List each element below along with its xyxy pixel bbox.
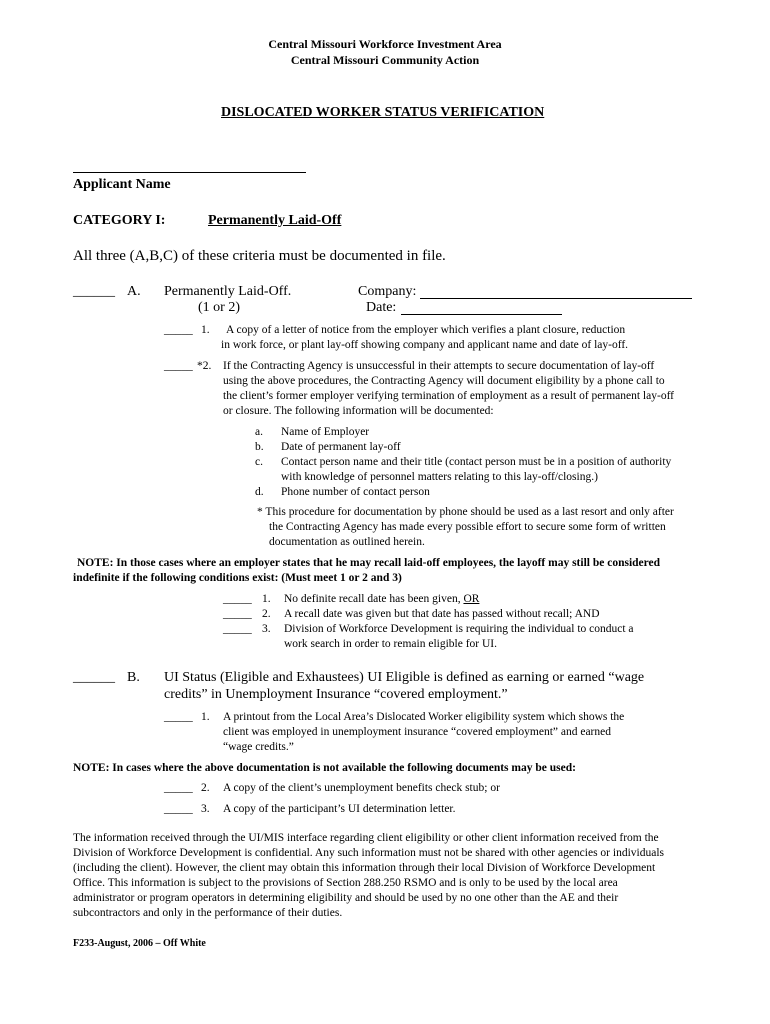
note1-item2-text: A recall date was given but that date has passed without recall; AND <box>284 608 600 620</box>
b1-number: 1. <box>201 711 210 723</box>
section-a-checkbox[interactable]: ______ <box>73 284 115 299</box>
note1-item3-text-line1: Division of Workforce Development is requiring the individual to conduct a <box>284 623 634 635</box>
a2-text-line3: the client’s former employer verifying termination of employment as a result of permanent lay-off <box>223 390 675 402</box>
confidentiality-line6: subcontractors and only in the performance of their duties. <box>73 907 343 919</box>
sublist-letter-b: b. <box>255 441 264 453</box>
a1-checkbox[interactable]: _____ <box>164 324 193 336</box>
category-label: CATEGORY I: <box>73 213 166 228</box>
note1-item1-checkbox[interactable]: _____ <box>223 593 252 605</box>
b1-text-line1: A printout from the Local Area’s Dislocated Worker eligibility system which shows the <box>223 711 625 723</box>
a2-text-line2: using the above procedures, the Contracting Agency will document eligibility by a phone call to <box>223 375 665 387</box>
sublist-item-b: Date of permanent lay-off <box>281 441 401 453</box>
note2-item3-number: 3. <box>201 803 210 815</box>
note2-item2-text: A copy of the client’s unemployment benefits check stub; or <box>223 782 500 794</box>
note1-item3-text-line2: work search in order to remain eligible for UI. <box>284 638 497 650</box>
note1-line2: indefinite if the following conditions exist: (Must meet 1 or 2 and 3) <box>73 572 402 584</box>
b1-text-line3: “wage credits.” <box>223 741 294 753</box>
section-b-letter: B. <box>127 670 140 685</box>
section-a-letter: A. <box>127 284 141 299</box>
form-title: DISLOCATED WORKER STATUS VERIFICATION <box>221 105 545 120</box>
note1-item2-checkbox[interactable]: _____ <box>223 608 252 620</box>
sublist-item-c-line1: Contact person name and their title (contact person must be in a position of authority <box>281 456 672 468</box>
org-name-line1: Central Missouri Workforce Investment Area <box>268 37 502 51</box>
sublist-letter-c: c. <box>255 456 263 468</box>
a1-text-line1: A copy of a letter of notice from the employer which verifies a plant closure, reduction <box>226 324 626 336</box>
footnote-line3: documentation as outlined herein. <box>269 536 425 548</box>
note2-item3-checkbox[interactable]: _____ <box>164 803 193 815</box>
section-b-checkbox[interactable]: ______ <box>73 670 115 685</box>
a2-number: *2. <box>197 360 212 372</box>
sublist-letter-a: a. <box>255 426 263 438</box>
a2-checkbox[interactable]: _____ <box>164 360 193 372</box>
note2-item2-checkbox[interactable]: _____ <box>164 782 193 794</box>
category-value: Permanently Laid-Off <box>208 213 342 228</box>
applicant-name-field[interactable] <box>73 172 306 173</box>
confidentiality-line5: administrator or program operators in determining eligibility and should be used by no one other than the AE and their <box>73 892 619 904</box>
b1-text-line2: client was employed in unemployment insurance “covered employment” and earned <box>223 726 611 738</box>
b1-checkbox[interactable]: _____ <box>164 711 193 723</box>
note1-item1-number: 1. <box>262 593 271 605</box>
note2-text: NOTE: In cases where the above documentation is not available the following documents may be used: <box>73 762 576 774</box>
section-b-line1: UI Status (Eligible and Exhaustees) UI Eligible is defined as earning or earned “wage <box>164 670 645 685</box>
note2-item3-text: A copy of the participant’s UI determination letter. <box>223 803 456 815</box>
section-a-sub: (1 or 2) <box>198 300 240 315</box>
company-field[interactable] <box>420 298 692 299</box>
note1-item3-checkbox[interactable]: _____ <box>223 623 252 635</box>
org-name-line2: Central Missouri Community Action <box>290 53 480 67</box>
confidentiality-line4: Office. This information is subject to the provisions of Section 288.250 RSMO and is only to be used by the local area <box>73 877 618 889</box>
a1-text-line2: in work force, or plant lay-off showing company and applicant name and date of lay-off. <box>221 339 629 351</box>
criteria-intro: All three (A,B,C) of these criteria must be documented in file. <box>73 248 446 264</box>
date-field[interactable] <box>401 314 562 315</box>
note1-item2-number: 2. <box>262 608 271 620</box>
note1-line1: NOTE: In those cases where an employer states that he may recall laid-off employees, the layoff may still be considered <box>77 557 661 569</box>
confidentiality-line2: Division of Workforce Development is confidential. Any such information must not be shared with other agencies or individuals <box>73 847 664 859</box>
section-b-line2: credits” in Unemployment Insurance “covered employment.” <box>164 687 508 702</box>
section-a-title: Permanently Laid-Off. <box>164 284 292 299</box>
a2-text-line4: or closure. The following information will be documented: <box>223 405 494 417</box>
a2-text-line1: If the Contracting Agency is unsuccessful in their attempts to secure documentation of lay-off <box>223 360 655 372</box>
form-id: F233-August, 2006 – Off White <box>73 938 206 949</box>
applicant-name-label: Applicant Name <box>73 177 171 192</box>
footnote-line1: * This procedure for documentation by phone should be used as a last resort and only after <box>257 506 674 518</box>
date-label: Date: <box>366 300 397 315</box>
sublist-item-c-line2: with knowledge of personnel matters relating to this lay-off/closing.) <box>281 471 598 483</box>
footnote-line2: the Contracting Agency has made every possible effort to secure some form of written <box>269 521 666 533</box>
sublist-letter-d: d. <box>255 486 264 498</box>
note1-item3-number: 3. <box>262 623 271 635</box>
sublist-item-d: Phone number of contact person <box>281 486 430 498</box>
confidentiality-line1: The information received through the UI/MIS interface regarding client eligibility or other client information received from the <box>73 832 659 844</box>
note1-item1-text: No definite recall date has been given, OR <box>284 593 480 605</box>
company-label: Company: <box>358 284 417 299</box>
a1-number: 1. <box>201 324 210 336</box>
note2-item2-number: 2. <box>201 782 210 794</box>
confidentiality-line3: (including the client). However, the client may obtain this information through their local Division of Workforce Development <box>73 862 656 874</box>
sublist-item-a: Name of Employer <box>281 426 370 438</box>
